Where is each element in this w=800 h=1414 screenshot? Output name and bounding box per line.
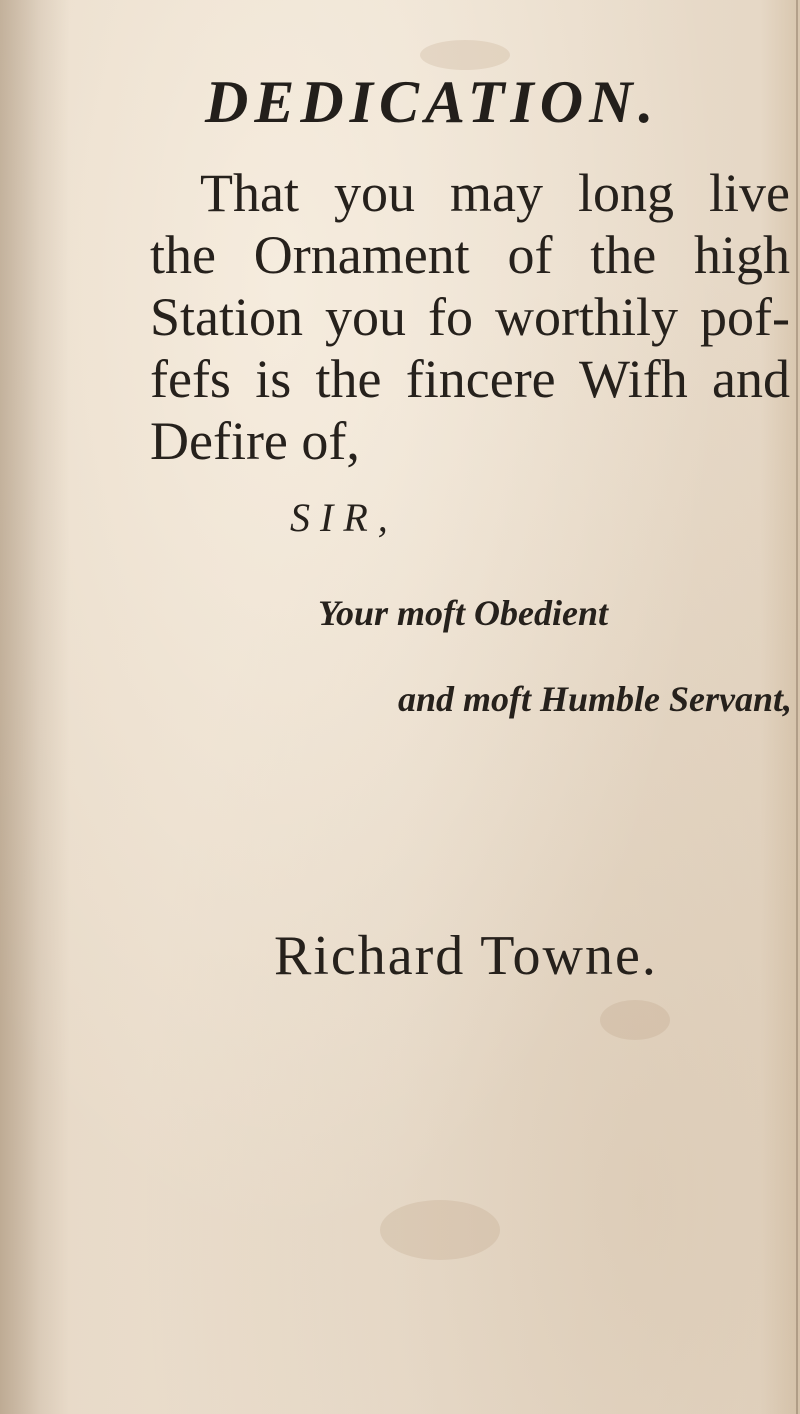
page-binding-shadow <box>0 0 70 1414</box>
body-line: the Ornament of the high <box>150 225 790 285</box>
body-line: Station you fo worthily pof- <box>150 287 790 347</box>
closing-line-servant: and moft Humble Servant, <box>398 679 793 719</box>
body-line: That you may long live <box>200 163 790 223</box>
closing-line-obedient: Your moft Obedient <box>318 593 609 633</box>
salutation: SIR, <box>290 495 398 540</box>
page-edge <box>796 0 798 1414</box>
body-line: Defire of, <box>150 411 360 471</box>
foxing-spot <box>380 1200 500 1260</box>
foxing-spot <box>600 1000 670 1040</box>
dedication-body <box>150 162 790 472</box>
foxing-spot <box>420 40 510 70</box>
dedication-heading: DEDICATION. <box>205 69 660 135</box>
signature-name: Richard Towne. <box>274 925 658 987</box>
body-line: fefs is the fincere Wifh and <box>150 349 790 409</box>
